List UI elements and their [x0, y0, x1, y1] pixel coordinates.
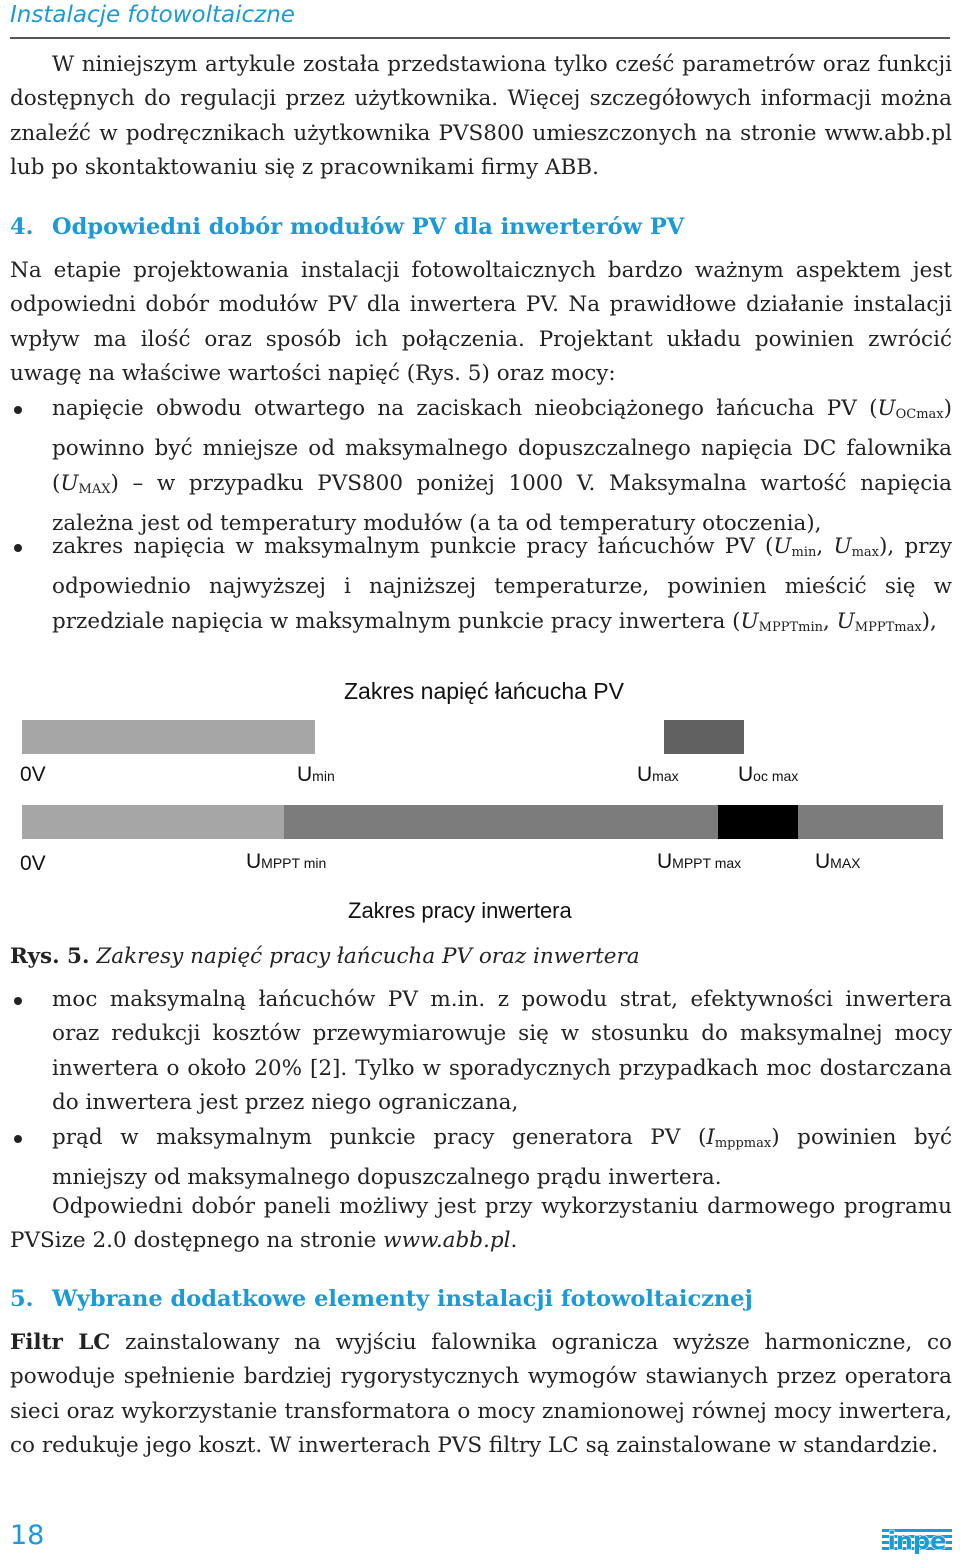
caption-label: Rys. 5.: [10, 944, 90, 969]
bullet-icon: [14, 544, 22, 552]
page-number: 18: [10, 1520, 45, 1551]
label-uoc-max: Uoc max: [738, 763, 799, 786]
bullet-max-current: prąd w maksymalnym punkcie pracy generatora PV $(I_{mppmax})$ powinien być mniejszy od maksymalnego dopuszczalnego prądu inwertera.: [52, 1121, 952, 1196]
caption-text: Zakresy napięć pracy łańcucha PV oraz inwertera: [96, 944, 640, 969]
label-umppt-max: UMPPT max: [657, 850, 742, 873]
figure-bottom-title: Zakres pracy inwertera: [348, 898, 572, 923]
section-5-heading: [10, 1284, 753, 1314]
section-5-paragraph: Filtr LC zainstalowany na wyjściu falownika ogranicza wyższe harmoniczne, co powoduje spełnienie bardziej rygorystycznych wymogów stawianych przez operatora sieci oraz wykorzystanie transformatora o mocy znamionowej równej mocy inwertera, co redukuje jego koszt. W inwerterach PVS filtry LC są zainstalowane w standardzie.: [10, 1330, 953, 1459]
bar-inverter-mppt-range: [284, 805, 718, 839]
bullet-icon: [14, 1135, 22, 1143]
label-umin: Umin: [297, 763, 335, 786]
figure-caption: [10, 940, 640, 974]
inpe-logo: [880, 1519, 954, 1557]
label-0v-string: 0V: [20, 763, 46, 786]
figure-voltage-ranges: [0, 670, 960, 940]
bar-string-mpp-range: [315, 720, 664, 754]
label-umppt-min: UMPPT min: [246, 850, 327, 873]
bar-inverter-to-umax: [798, 805, 943, 839]
section-5-number: 5.: [10, 1286, 34, 1312]
section-5-title: Wybrane dodatkowe elementy instalacji fotowoltaicznej: [52, 1286, 753, 1312]
bullet-max-power: moc maksymalną łańcuchów PV m.in. z powodu strat, efektywności inwertera oraz redukcji kosztów przewymiarowuje się w stosunku do maksymalnej mocy inwertera o około 20% [2]. Tylko w sporadycznych przypadkach moc dostarczana do inwertera jest przez niego ograniczana,: [52, 983, 952, 1121]
bar-inverter-above-mppt: [718, 805, 798, 839]
section-4-title: Odpowiedni dobór modułów PV dla inwerterów PV: [52, 214, 685, 240]
running-header: Instalacje fotowoltaiczne: [10, 2, 295, 28]
bar-string-below-umin: [22, 720, 315, 754]
label-0v-inverter: 0V: [20, 852, 46, 875]
bullet-icon: [14, 997, 22, 1005]
bar-inverter-below-mppt: [22, 805, 284, 839]
abb-link[interactable]: www.abb.pl: [383, 1228, 511, 1254]
intro-paragraph: W niniejszym artykule została przedstawiona tylko cześć parametrów oraz funkcji dostępnych do regulacji przez użytkownika. Więcej szczegółowych informacji można znaleźć w podręcznikach użytkownika PVS800 umieszczonych na stronie www.abb.pl lub po skontaktowaniu się z pracownikami firmy ABB.: [10, 52, 952, 181]
section-4-paragraph: Na etapie projektowania instalacji fotowoltaicznych bardzo ważnym aspektem jest odpowiedni dobór modułów PV dla inwertera PV. Na prawidłowe działanie instalacji wpływ ma ilość oraz sposób ich połączenia. Projektant układu powinien zwrócić uwagę na właściwe wartości napięć (Rys. 5) oraz mocy:: [10, 258, 952, 387]
lc-filter-term: Filtr LC: [10, 1330, 111, 1355]
bullet-mpp-range: zakres napięcia w maksymalnym punkcie pracy łańcuchów PV ($U_{min}$, $U_{max}$), przy odpowiednio najwyższej i najniższej temperaturze, powinien mieścić się w przedziale napięcia w maksymalnym punkcie pracy inwertera ($U_{MPPTmin}$, $U_{MPPTmax}$),: [52, 530, 952, 645]
header-rule: [10, 37, 950, 39]
label-umax: Umax: [637, 763, 679, 786]
section-4-heading: [10, 212, 684, 242]
closing-paragraph: Odpowiedni dobór paneli możliwy jest przy wykorzystaniu darmowego programu PVSize 2.0 dostępnego na stronie www.abb.pl.: [10, 1194, 952, 1254]
section-4-number: 4.: [10, 214, 34, 240]
svg-text:inpe: inpe: [887, 1527, 947, 1555]
bullet-icon: [14, 406, 22, 414]
bullet-open-circuit: napięcie obwodu otwartego na zaciskach nieobciążonego łańcucha PV $(U_{OCmax})$ powinno być mniejsze od maksymalnego dopuszczalnego napięcia DC falownika $(U_{MAX})$ – w przypadku PVS800 poniżej 1000 V. Maksymalna wartość napięcia zależna jest od temperatury modułów (a ta od temperatury otoczenia),: [52, 392, 952, 542]
bar-string-above-umax: [664, 720, 744, 754]
figure-top-title: Zakres napięć łańcucha PV: [344, 678, 624, 704]
label-umax-inverter: UMAX: [815, 850, 861, 873]
